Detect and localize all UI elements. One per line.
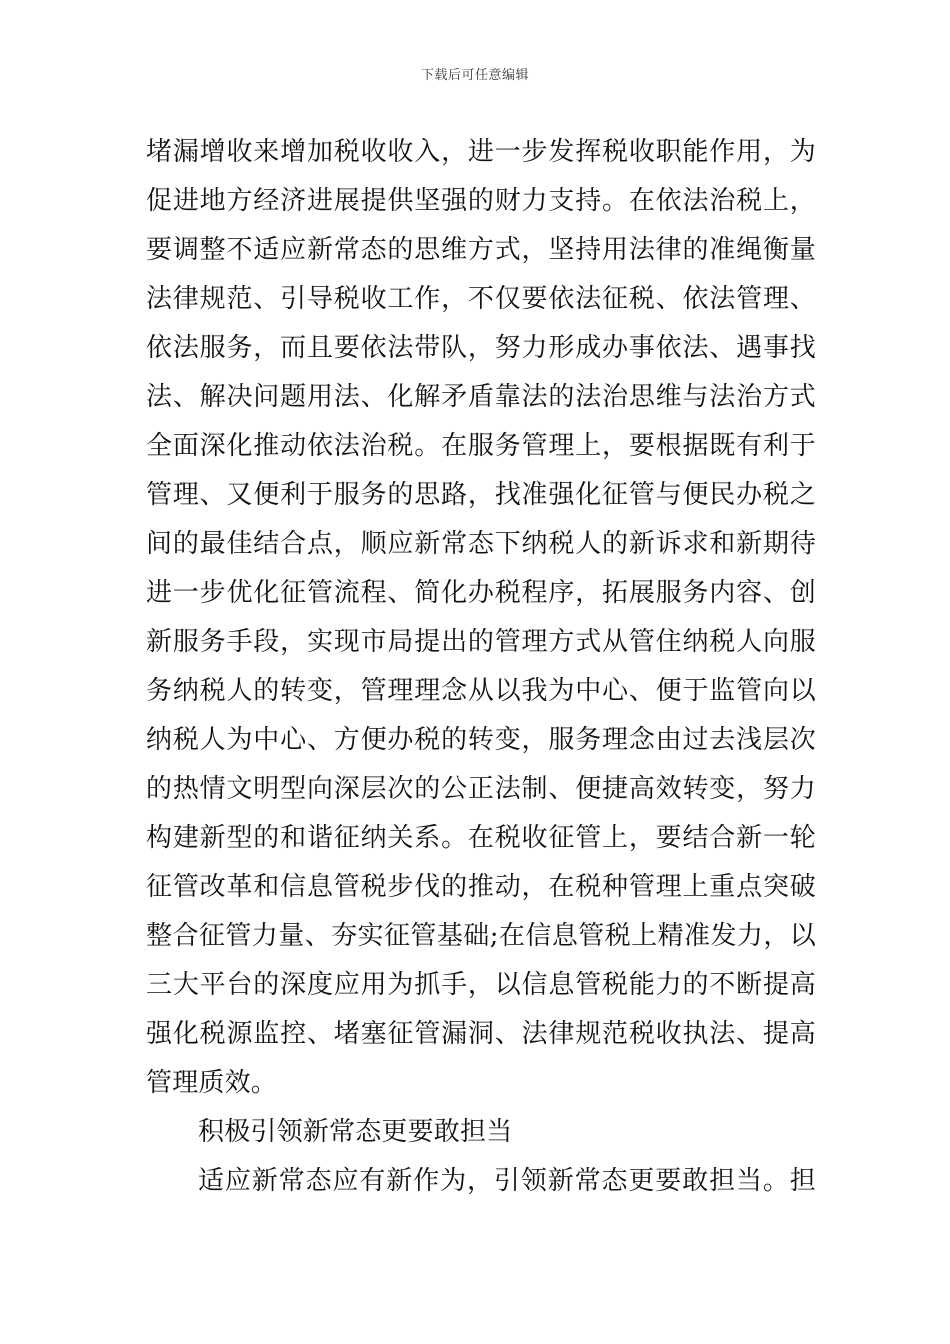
paragraph-line: 管理、又便利于服务的思路，找准强化征管与便民办税之 [146, 480, 816, 510]
paragraph-line: 堵漏增收来增加税收收入，进一步发挥税收职能作用，为 [146, 137, 816, 167]
paragraph-line: 构建新型的和谐征纳关系。在税收征管上，要结合新一轮 [146, 823, 816, 853]
paragraph-line: 三大平台的深度应用为抓手，以信息管税能力的不断提高 [146, 970, 816, 1000]
paragraph-line: 整合征管力量、夯实征管基础;在信息管税上精准发力，以 [146, 921, 816, 951]
paragraph-line: 征管改革和信息管税步伐的推动，在税种管理上重点突破 [146, 872, 816, 902]
paragraph-line: 管理质效。 [146, 1068, 278, 1098]
section-heading: 积极引领新常态更要敢担当 [198, 1117, 513, 1147]
paragraph-line: 要调整不适应新常态的思维方式，坚持用法律的准绳衡量 [146, 235, 816, 265]
paragraph-line: 法、解决问题用法、化解矛盾靠法的法治思维与法治方式 [146, 382, 816, 412]
paragraph-line: 适应新常态应有新作为，引领新常态更要敢担当。担 [198, 1166, 816, 1196]
paragraph-line: 务纳税人的转变，管理理念从以我为中心、便于监管向以 [146, 676, 816, 706]
paragraph-line: 进一步优化征管流程、简化办税程序，拓展服务内容、创 [146, 578, 816, 608]
paragraph-line: 间的最佳结合点，顺应新常态下纳税人的新诉求和新期待 [146, 529, 816, 559]
paragraph-line: 促进地方经济进展提供坚强的财力支持。在依法治税上， [146, 186, 816, 216]
paragraph-line: 新服务手段，实现市局提出的管理方式从管住纳税人向服 [146, 627, 816, 657]
document-body [146, 128, 816, 1206]
page-header: 下载后可任意编辑 [420, 68, 529, 83]
paragraph-line: 依法服务，而且要依法带队，努力形成办事依法、遇事找 [146, 333, 816, 363]
paragraph-line: 强化税源监控、堵塞征管漏洞、法律规范税收执法、提高 [146, 1019, 816, 1049]
paragraph-line: 全面深化推动依法治税。在服务管理上，要根据既有利于 [146, 431, 816, 461]
paragraph-line: 法律规范、引导税收工作，不仅要依法征税、依法管理、 [146, 284, 816, 314]
paragraph-line: 的热情文明型向深层次的公正法制、便捷高效转变，努力 [146, 774, 816, 804]
paragraph-line: 纳税人为中心、方便办税的转变，服务理念由过去浅层次 [146, 725, 816, 755]
